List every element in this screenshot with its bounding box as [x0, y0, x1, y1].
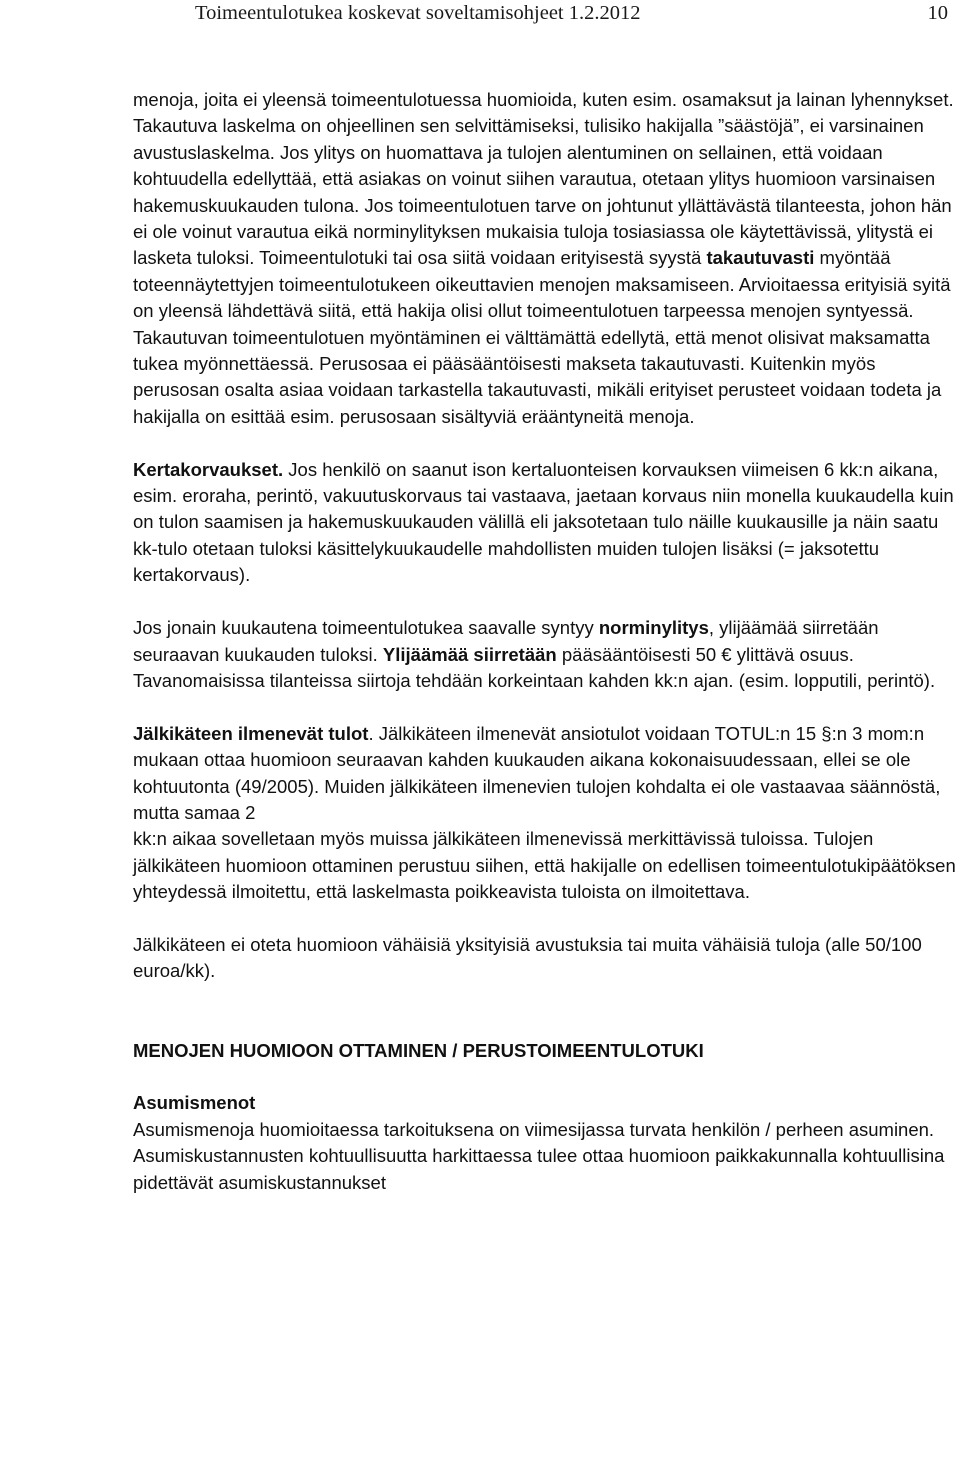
bold-takautuvasti: takautuvasti — [706, 247, 815, 269]
bold-norminylitys: norminylitys — [598, 617, 709, 639]
paragraph-norminylitys: Jos jonain kuukautena toimeentulotukea saavalle syntyy norminylitys, ylijäämää siirretään seuraavan kuukauden tuloksi. Ylijäämää siirretään pääsääntöisesti 50 € ylittävä osuus. Tavanomaisissa tilanteissa siirtoja tehdään korkeintaan kahden kk:n ajan. (esim. lopputili, perintö). — [133, 617, 936, 691]
bold-kertakorvaukset: Kertakorvaukset. — [133, 458, 284, 480]
header-title: Toimeentulotukea koskevat soveltamisohjeet 1.2.2012 — [195, 2, 641, 24]
paragraph-jalkikateen: Jälkikäteen ilmenevät tulot. Jälkikäteen ilmenevät ansiotulot voidaan TOTUL:n 15 §:n 3 mom:n mukaan ottaa huomioon seuraavan kahden kuukauden aikana kokonaisuudessaan, ellei se ole kohtuutonta (49/2005). Muiden jälkikäteen ilmenevien tulojen kohdalta ei ole vastaavaa säännöstä, mutta samaa 2 kk:n aikaa sovelletaan myös muissa jälkikäteen ilmenevissä merkittävissä tuloissa. Tulojen jälkikäteen huomioon ottaminen perustuu siihen, että hakijalle on edellisen toimeentulotukipäätöksen yhteydessä ilmoitettu, että laskelmasta poikkeavista tuloista on ilmoitettava. — [133, 722, 956, 903]
paragraph-asumismenot: Asumismenoja huomioitaessa tarkoituksena on viimesijassa turvata henkilön / perheen asuminen. Asumiskustannusten kohtuullisuutta harkittaessa tulee ottaa huomioon paikkakunnalla kohtuullisina pidettävät asumiskustannukset — [133, 1118, 945, 1193]
subheading-asumismenot: Asumismenot — [133, 1092, 256, 1114]
page-header — [133, 2, 952, 32]
section-heading: MENOJEN HUOMIOON OTTAMINEN / PERUSTOIMEENTULOTUKI — [133, 1039, 704, 1061]
document-body — [133, 87, 956, 1196]
paragraph-vahaiset: Jälkikäteen ei oteta huomioon vähäisiä yksityisiä avustuksia tai muita vähäisiä tuloja (alle 50/100 euroa/kk). — [133, 933, 922, 982]
paragraph-kertakorvaukset: Kertakorvaukset. Jos henkilö on saanut ison kertaluonteisen korvauksen viimeisen 6 kk:n aikana, esim. eroraha, perintö, vakuutuskorvaus tai vastaava, jaetaan korvaus niin monella kuukaudella kuin on tulon saamisen ja hakemuskuukauden välillä eli jaksotetaan tulo näille kuukausille ja näin saatu kk-tulo otetaan tuloksi käsittelykuukaudelle mahdollisten muiden tulojen lisäksi (= jaksotettu kertakorvaus). — [133, 458, 954, 586]
page-number: 10 — [927, 2, 948, 24]
bold-jalkikateen: Jälkikäteen ilmenevät tulot — [133, 722, 369, 744]
paragraph-takautuva: menoja, joita ei yleensä toimeentulotuessa huomioida, kuten esim. osamaksut ja lainan lyhennykset. Takautuva laskelma on ohjeellinen sen selvittämiseksi, tulisiko hakijalla ”säästöjä”, ei varsinainen avustuslaskelma. Jos ylitys on huomattava ja tulojen alentuminen on sellainen, että voidaan kohtuudella edellyttää, että asiakas on voinut siihen varautua, otetaan ylitys huomioon varsinaisen hakemuskuukauden tulona. Jos toimeentulotuen tarve on johtunut yllättävästä tilanteesta, johon hän ei ole voinut varautua eikä norminylityksen mukaisia tuloja tosiasiassa ole käytettävissä, ylitystä ei lasketa tuloksi. Toimeentulotuki tai osa siitä voidaan erityisestä syystä takautuvasti myöntää toteennäytettyjen toimeentulotukeen oikeuttavien menojen maksamiseen. Arvioitaessa erityisiä syitä on yleensä lähdettävä siitä, että hakija olisi ollut toimeentulotuen tarpeessa menojen syntyessä. Takautuvan toimeentulotuen myöntäminen ei välttämättä edellytä, että menot olisivat maksamatta tukea myönnettäessä. Perusosaa ei pääsääntöisesti makseta takautuvasti. Kuitenkin myös perusosan osalta asiaa voidaan tarkastella takautuvasti, mikäli erityiset perusteet voidaan todeta ja hakijalla on esittää esim. perusosaan sisältyviä erääntyneitä menoja. — [133, 89, 954, 427]
bold-ylijaamaa: Ylijäämää siirretään — [382, 643, 557, 665]
